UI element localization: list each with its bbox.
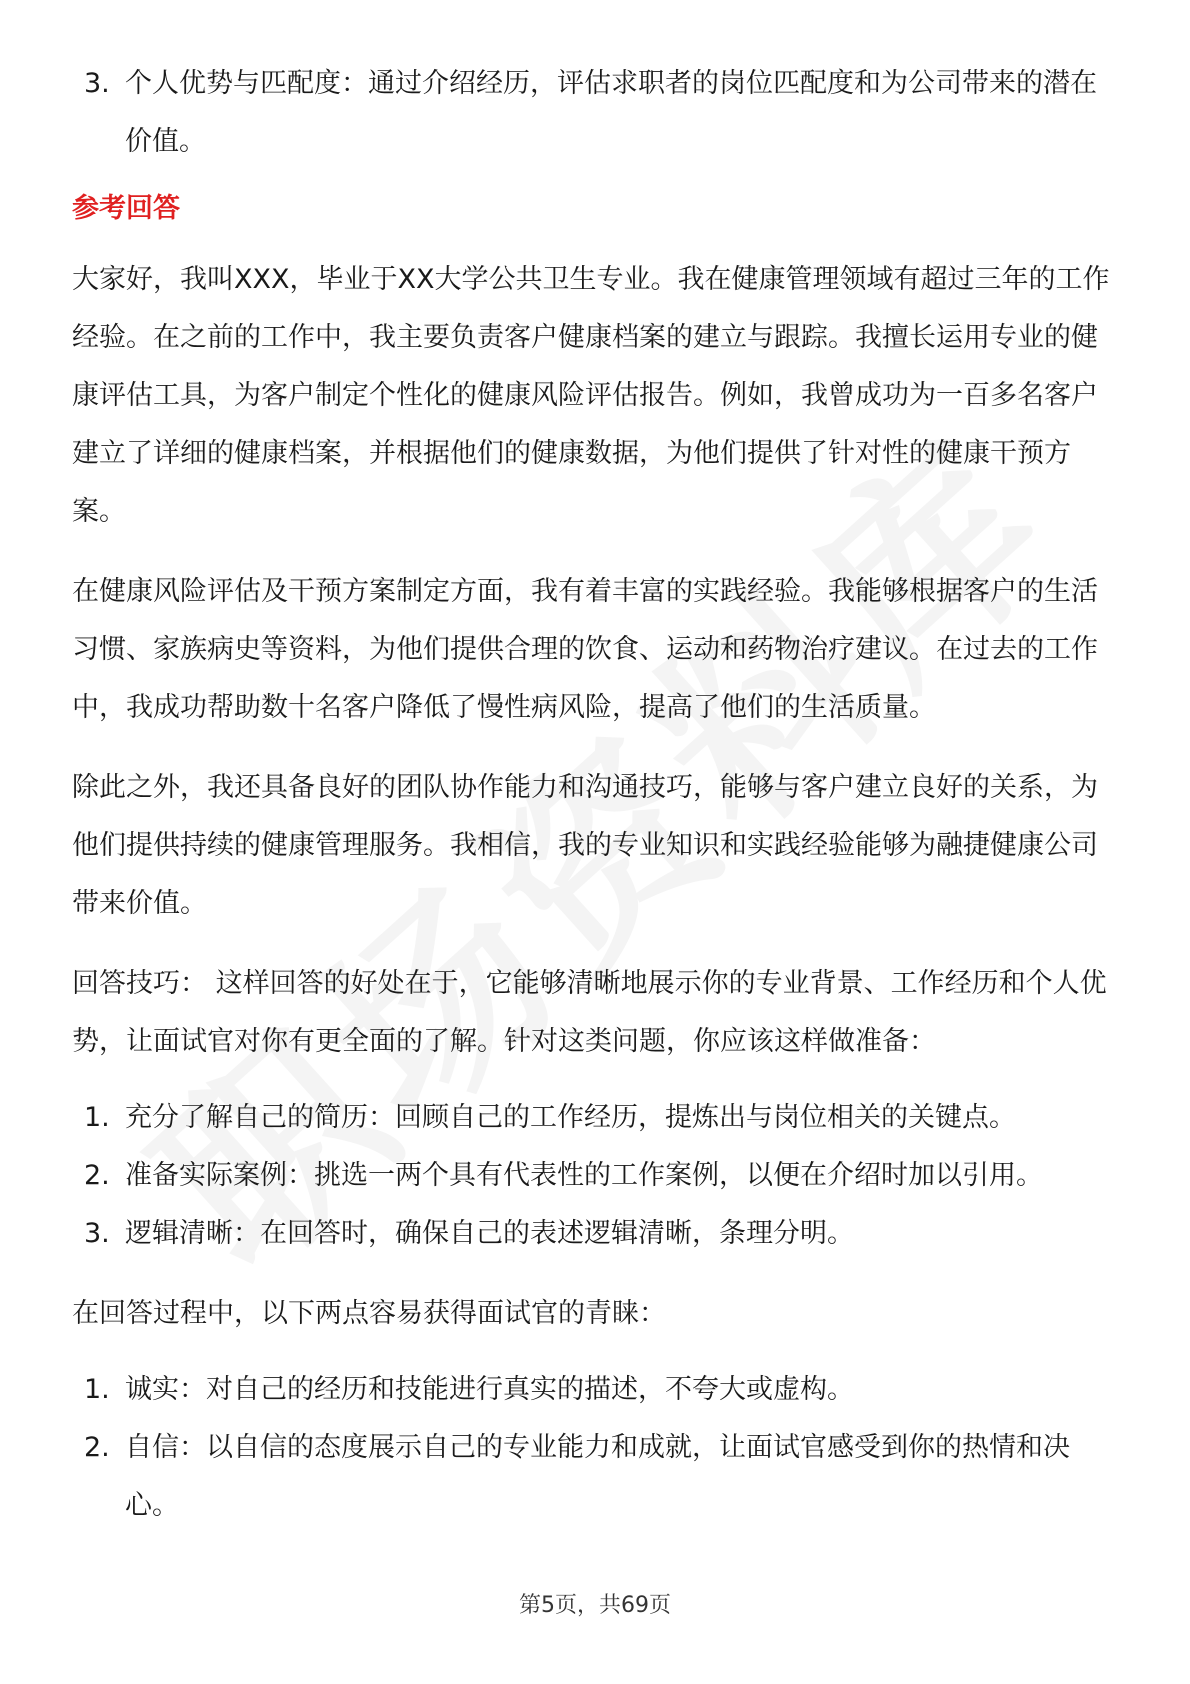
- list-item-text: 准备实际案例：挑选一两个具有代表性的工作案例，以便在介绍时加以引用。: [125, 1160, 1043, 1191]
- answer-paragraph-2: 在健康风险评估及干预方案制定方面，我有着丰富的实践经验。我能够根据客户的生活习惯、家族病史等资料，为他们提供合理的饮食、运动和药物治疗建议。在过去的工作中，我成功帮助数十名客户降低了慢性病风险，提高了他们的生活质量。: [72, 576, 1098, 723]
- document-body: [72, 55, 1122, 1535]
- answer-paragraph-3: 除此之外，我还具备良好的团队协作能力和沟通技巧，能够与客户建立良好的关系，为他们提供持续的健康管理服务。我相信，我的专业知识和实践经验能够为融捷健康公司带来价值。: [72, 772, 1098, 919]
- list-item-number: 3.: [84, 68, 110, 99]
- list-item: [72, 1419, 1122, 1535]
- list-item-text: 充分了解自己的简历：回顾自己的工作经历，提炼出与岗位相关的关键点。: [125, 1102, 1016, 1133]
- criteria-list: [72, 55, 1122, 171]
- list-item: [72, 1205, 1122, 1263]
- prep-list: [72, 1089, 1122, 1263]
- list-item-text: 诚实：对自己的经历和技能进行真实的描述，不夸大或虚构。: [125, 1374, 854, 1405]
- list-item-number: 2.: [84, 1160, 110, 1191]
- list-item: [72, 1147, 1122, 1205]
- tips-list: [72, 1361, 1122, 1535]
- list-item-text: 自信：以自信的态度展示自己的专业能力和成就，让面试官感受到你的热情和决心。: [125, 1432, 1070, 1521]
- list-item-number: 2.: [84, 1432, 110, 1463]
- answer-paragraph-1: 大家好，我叫XXX，毕业于XX大学公共卫生专业。我在健康管理领域有超过三年的工作经验。在之前的工作中，我主要负责客户健康档案的建立与跟踪。我擅长运用专业的健康评估工具，为客户制定个性化的健康风险评估报告。例如，我曾成功为一百多名客户建立了详细的健康档案，并根据他们的健康数据，为他们提供了针对性的健康干预方案。: [72, 264, 1110, 527]
- list-item-number: 1.: [84, 1102, 110, 1133]
- page-number: 第5页，共69页: [519, 1593, 671, 1618]
- list-item: [72, 1089, 1122, 1147]
- list-item-text: 逻辑清晰：在回答时，确保自己的表述逻辑清晰，条理分明。: [125, 1218, 854, 1249]
- list-item-text: 个人优势与匹配度：通过介绍经历，评估求职者的岗位匹配度和为公司带来的潜在价值。: [125, 68, 1097, 157]
- section-title: 参考回答: [72, 193, 180, 224]
- list-item-number: 3.: [84, 1218, 110, 1249]
- list-item: [72, 1361, 1122, 1419]
- list-item-number: 1.: [84, 1374, 110, 1405]
- tips-paragraph: 回答技巧： 这样回答的好处在于，它能够清晰地展示你的专业背景、工作经历和个人优势，让面试官对你有更全面的了解。针对这类问题，你应该这样做准备：: [72, 968, 1107, 1057]
- tips-intro: 在回答过程中，以下两点容易获得面试官的青睐：: [72, 1298, 666, 1329]
- list-item: [72, 55, 1122, 171]
